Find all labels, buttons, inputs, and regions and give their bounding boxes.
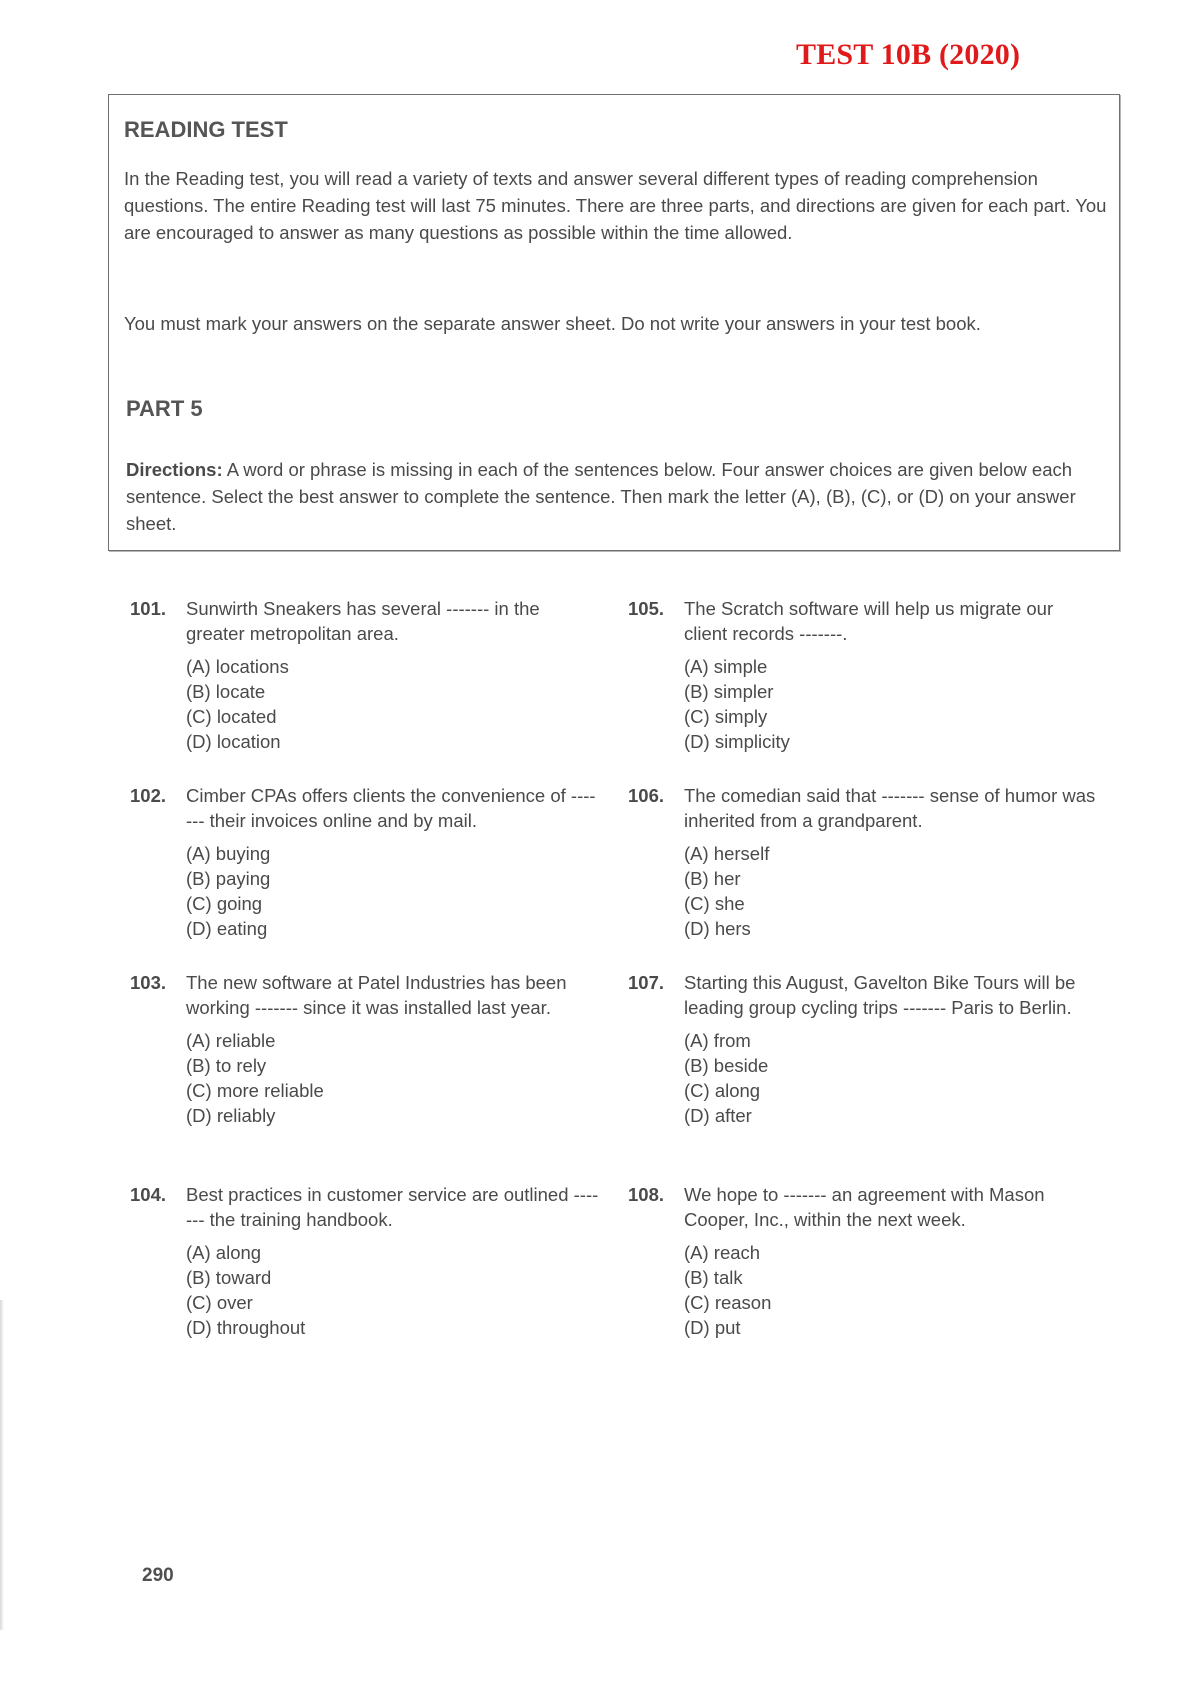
option-d: (D) location [186, 731, 281, 752]
option-c: (C) more reliable [186, 1080, 324, 1101]
option-b: (B) toward [186, 1267, 272, 1288]
question-text: Best practices in customer service are outlined ------- the training handbook. [186, 1184, 599, 1230]
test-label: TEST 10B (2020) [796, 38, 1021, 71]
option-b: (B) talk [684, 1267, 743, 1288]
option-c: (C) along [684, 1080, 761, 1101]
question-text: Sunwirth Sneakers has several ------- in the greater metropolitan area. [186, 598, 540, 644]
option-d: (D) simplicity [684, 731, 790, 752]
question-text: The comedian said that ------- sense of humor was inherited from a grandparent. [684, 785, 1096, 831]
question [628, 596, 1098, 754]
reading-test-title: READING TEST [124, 117, 288, 142]
question-text: The Scratch software will help us migrate our client records -------. [684, 598, 1054, 644]
part-title: PART 5 [126, 396, 203, 421]
option-c: (C) reason [684, 1292, 772, 1313]
option-d: (D) throughout [186, 1317, 306, 1338]
option-d: (D) eating [186, 918, 268, 939]
question [628, 1182, 1098, 1340]
intro-paragraph-2: You must mark your answers on the separate answer sheet. Do not write your answers in your test book. [124, 313, 981, 334]
option-b: (B) her [684, 868, 741, 889]
option-c: (C) simply [684, 706, 768, 727]
question-text: The new software at Patel Industries has been working ------- since it was installed last year. [186, 972, 567, 1018]
option-a: (A) simple [684, 656, 768, 677]
option-d: (D) after [684, 1105, 752, 1126]
question [628, 970, 1098, 1128]
option-c: (C) going [186, 893, 263, 914]
option-a: (A) along [186, 1242, 262, 1263]
option-c: (C) over [186, 1292, 253, 1313]
question [130, 596, 600, 754]
question [130, 970, 600, 1128]
question [130, 783, 600, 941]
directions-label: Directions: [126, 459, 223, 480]
option-b: (B) locate [186, 681, 266, 702]
option-a: (A) herself [684, 843, 770, 864]
question-text: Starting this August, Gavelton Bike Tours will be leading group cycling trips ------- Paris to Berlin. [684, 972, 1076, 1018]
directions [126, 456, 1106, 537]
question-number: 106. [628, 785, 665, 806]
scan-edge-shadow [0, 1300, 4, 1630]
question [130, 1182, 600, 1340]
directions-text: A word or phrase is missing in each of the sentences below. Four answer choices are given below each sentence. Select the best answer to complete the sentence. Then mark the letter (A), (B), (C), or (D) on your answer sheet. [126, 459, 1076, 534]
option-a: (A) buying [186, 843, 271, 864]
option-c: (C) she [684, 893, 745, 914]
question-number: 101. [130, 598, 167, 619]
question [628, 783, 1098, 941]
option-c: (C) located [186, 706, 277, 727]
option-d: (D) reliably [186, 1105, 276, 1126]
question-number: 103. [130, 972, 167, 993]
option-b: (B) paying [186, 868, 271, 889]
option-a: (A) reliable [186, 1030, 276, 1051]
question-number: 107. [628, 972, 665, 993]
option-b: (B) beside [684, 1055, 769, 1076]
option-d: (D) hers [684, 918, 751, 939]
question-number: 104. [130, 1184, 167, 1205]
page-number: 290 [142, 1565, 174, 1586]
question-number: 102. [130, 785, 167, 806]
option-b: (B) to rely [186, 1055, 267, 1076]
option-a: (A) from [684, 1030, 751, 1051]
option-a: (A) reach [684, 1242, 761, 1263]
option-d: (D) put [684, 1317, 741, 1338]
question-text: We hope to ------- an agreement with Mason Cooper, Inc., within the next week. [684, 1184, 1045, 1230]
option-b: (B) simpler [684, 681, 774, 702]
question-number: 105. [628, 598, 665, 619]
question-text: Cimber CPAs offers clients the convenience of ------- their invoices online and by mail. [186, 785, 596, 831]
question-number: 108. [628, 1184, 665, 1205]
intro-paragraph-1: In the Reading test, you will read a variety of texts and answer several different types of reading comprehension questions. The entire Reading test will last 75 minutes. There are three parts, and directions are given for each part. You are encouraged to answer as many questions as possible within the time allowed. [124, 168, 1107, 243]
option-a: (A) locations [186, 656, 289, 677]
